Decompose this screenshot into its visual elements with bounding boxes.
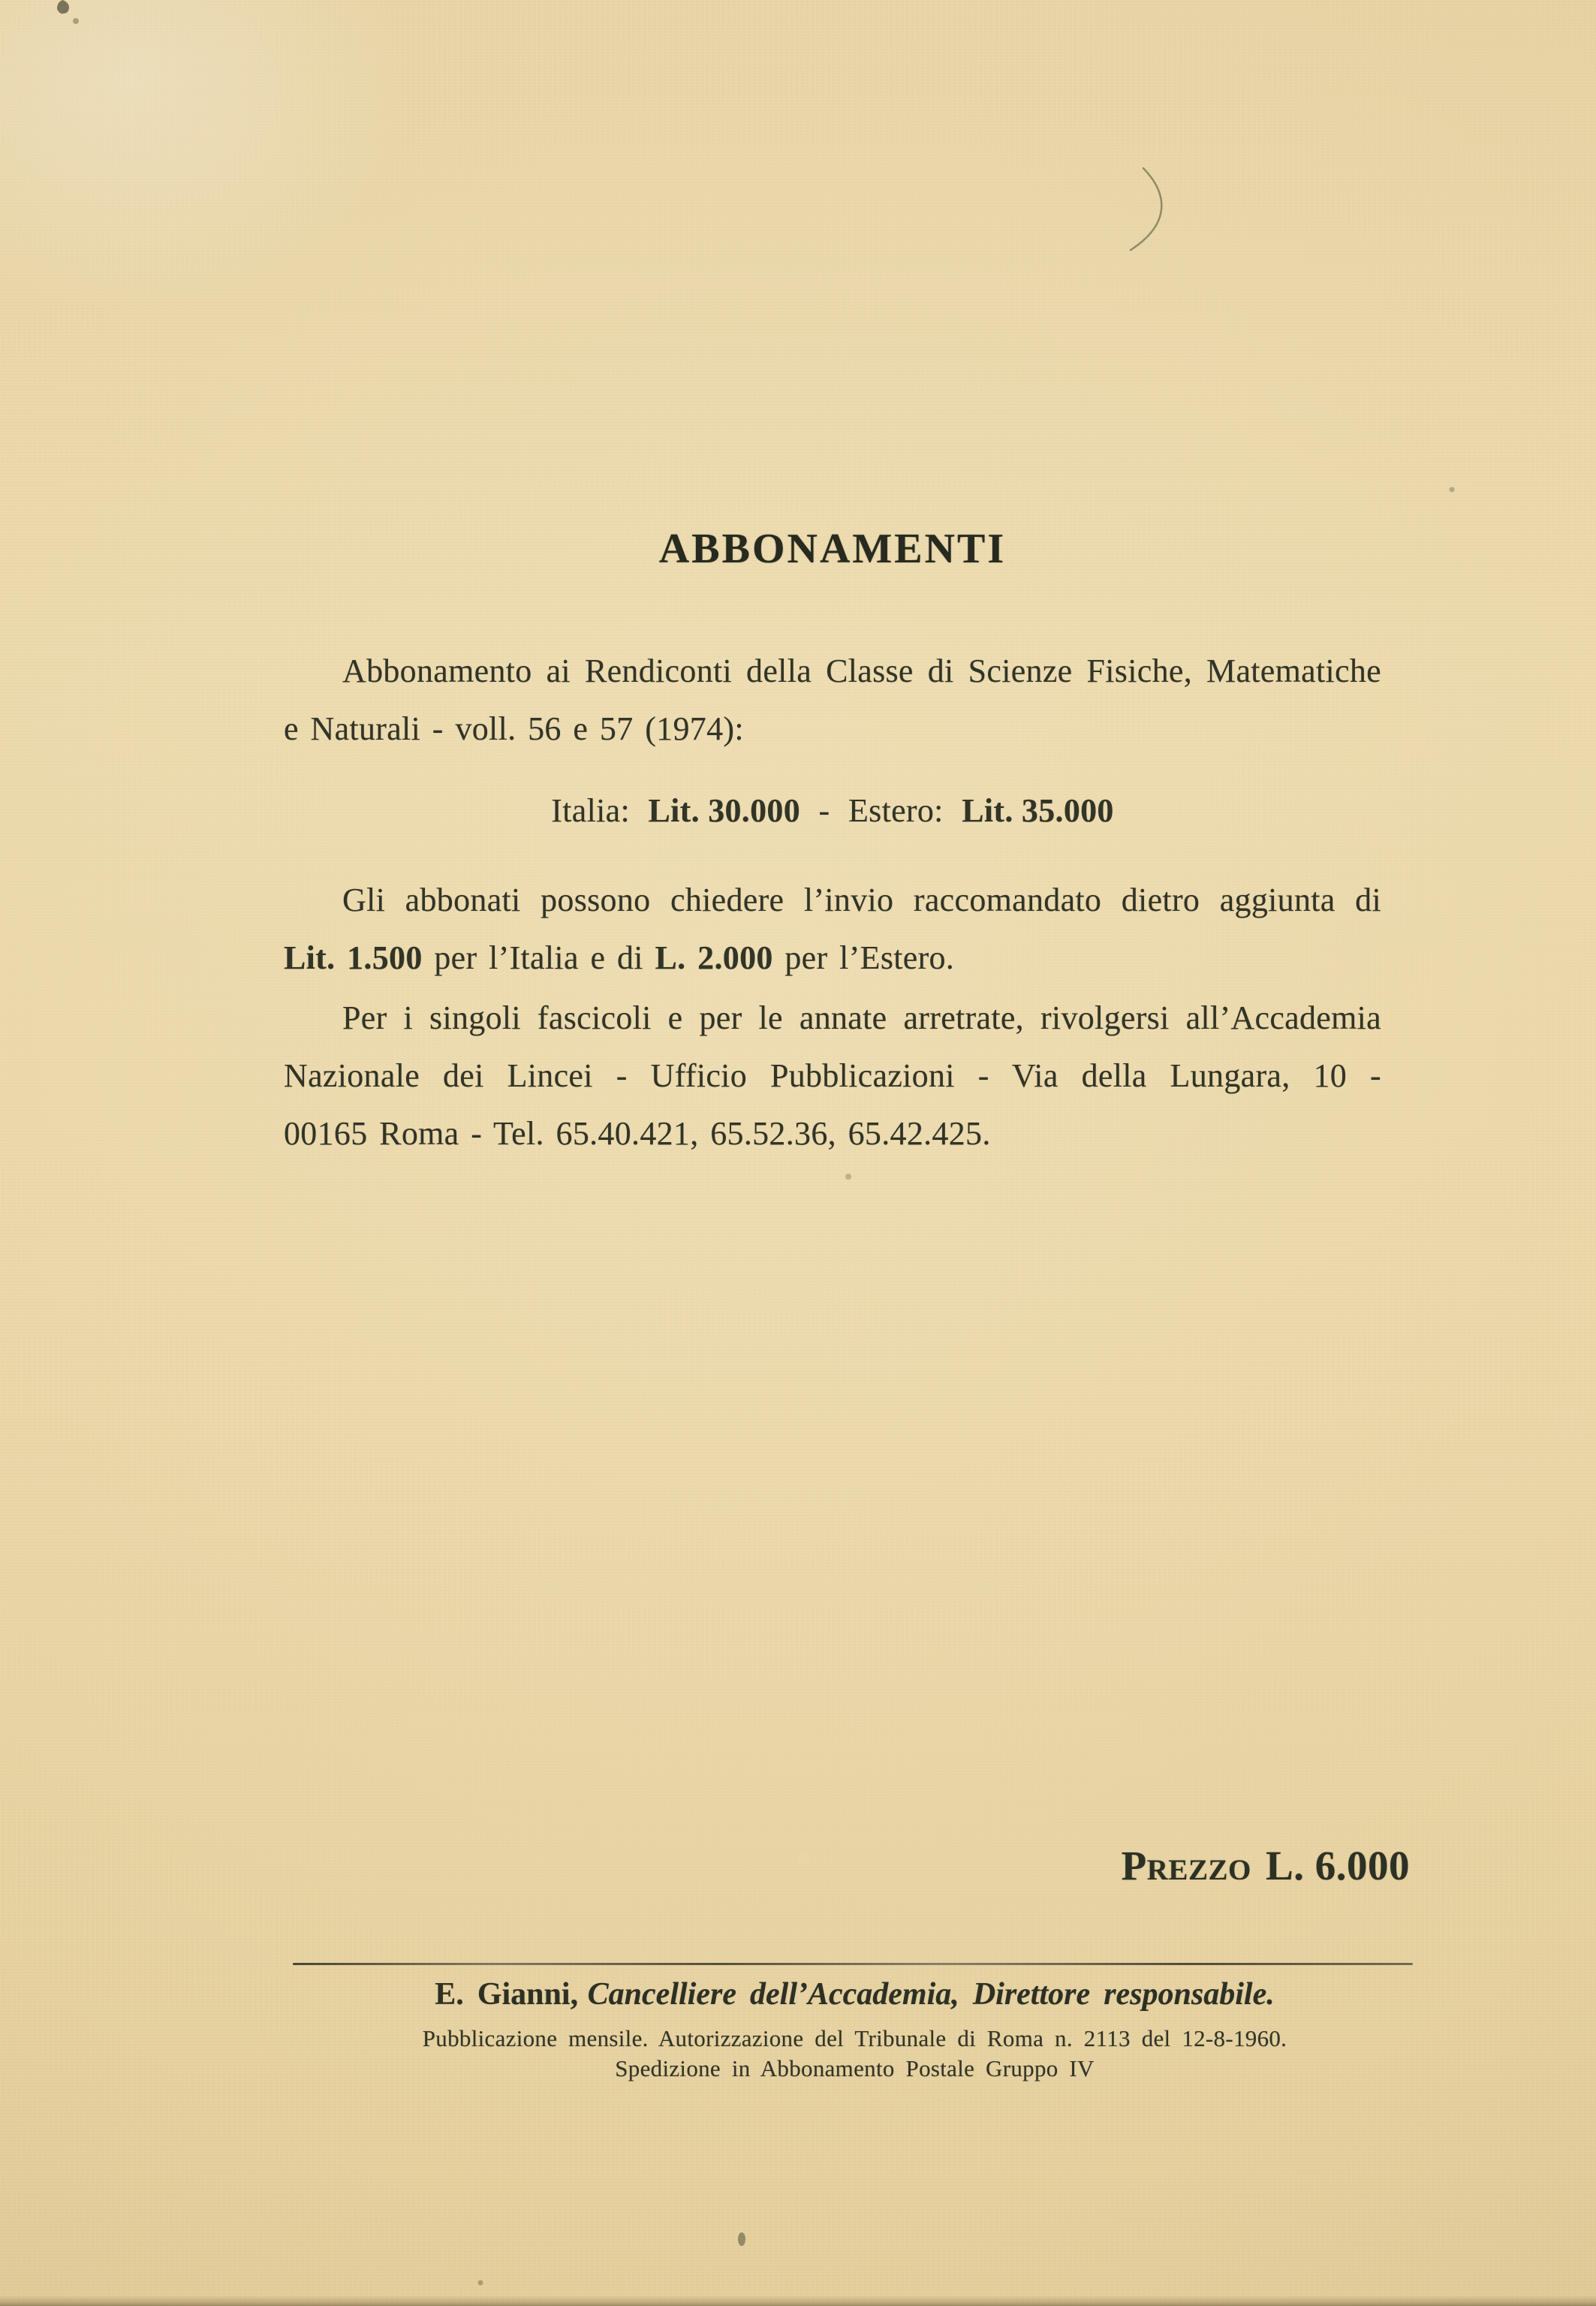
abroad-price: Lit. 35.000 xyxy=(962,792,1114,829)
subscription-price-line xyxy=(284,782,1381,840)
italy-label: Italia: xyxy=(551,792,630,829)
abroad-label: Estero: xyxy=(848,792,944,829)
paragraph-line: e Naturali - voll. 56 e 57 (1974): xyxy=(284,710,744,747)
surcharge-italy: Lit. 1.500 xyxy=(284,939,423,976)
price-value: L. 6.000 xyxy=(1266,1843,1410,1889)
editor-name: E. Gianni, xyxy=(435,1977,579,2012)
speck xyxy=(1450,487,1455,493)
price-label: Prezzo xyxy=(1121,1843,1251,1889)
speck xyxy=(478,2280,483,2286)
paragraph-line: Gli abbonati possono chiedere l’invio raccomandato dietro aggiunta di xyxy=(342,882,1381,918)
speck-bottom-center xyxy=(738,2232,745,2246)
paragraph-registered-mail xyxy=(284,871,1381,987)
paragraph-line xyxy=(284,929,1381,987)
surcharge-abroad: L. 2.000 xyxy=(655,939,773,976)
divider-rule xyxy=(293,1963,1413,1965)
ink-smudge-top-left xyxy=(57,0,69,14)
page-title: ABBONAMENTI xyxy=(658,526,1007,572)
paragraph-line: 00165 Roma - Tel. 65.40.421, 65.52.36, 65.42.425. xyxy=(284,1115,991,1152)
paragraph-text: per l’Estero. xyxy=(772,939,955,976)
paragraph-line: Abbonamento ai Rendiconti della Classe di Scienze Fisiche, Matematiche xyxy=(342,653,1381,689)
paragraph-line: Per i singoli fascicoli e per le annate arretrate, rivolgersi all’Accademia xyxy=(342,999,1381,1036)
dash-separator: - xyxy=(818,792,830,829)
editor-role: Cancelliere dell’Accademia, Direttore responsabile. xyxy=(587,1977,1275,2012)
speck xyxy=(73,18,79,24)
colophon-editor-line xyxy=(293,1976,1417,2012)
paragraph-subscription-intro xyxy=(284,642,1381,758)
paper-flaw-in-price xyxy=(797,1853,809,1864)
paragraph-line: Nazionale dei Lincei - Ufficio Pubblicazioni - Via della Lungara, 10 - xyxy=(284,1057,1381,1094)
italy-price: Lit. 30.000 xyxy=(648,792,801,829)
paragraph-back-issues-address xyxy=(284,989,1381,1162)
colophon-authorization-line: Pubblicazione mensile. Autorizzazione del Tribunale di Roma n. 2113 del 12-8-1960. xyxy=(422,2025,1287,2051)
cover-price-line xyxy=(1122,1843,1410,1889)
colophon-shipping-line: Spedizione in Abbonamento Postale Gruppo IV xyxy=(615,2055,1095,2081)
speck xyxy=(845,1174,851,1180)
curved-pen-mark-top-right xyxy=(1131,168,1161,250)
paragraph-text: per l’Italia e di xyxy=(422,939,655,976)
scan-edge-shadow xyxy=(0,2295,1596,2306)
